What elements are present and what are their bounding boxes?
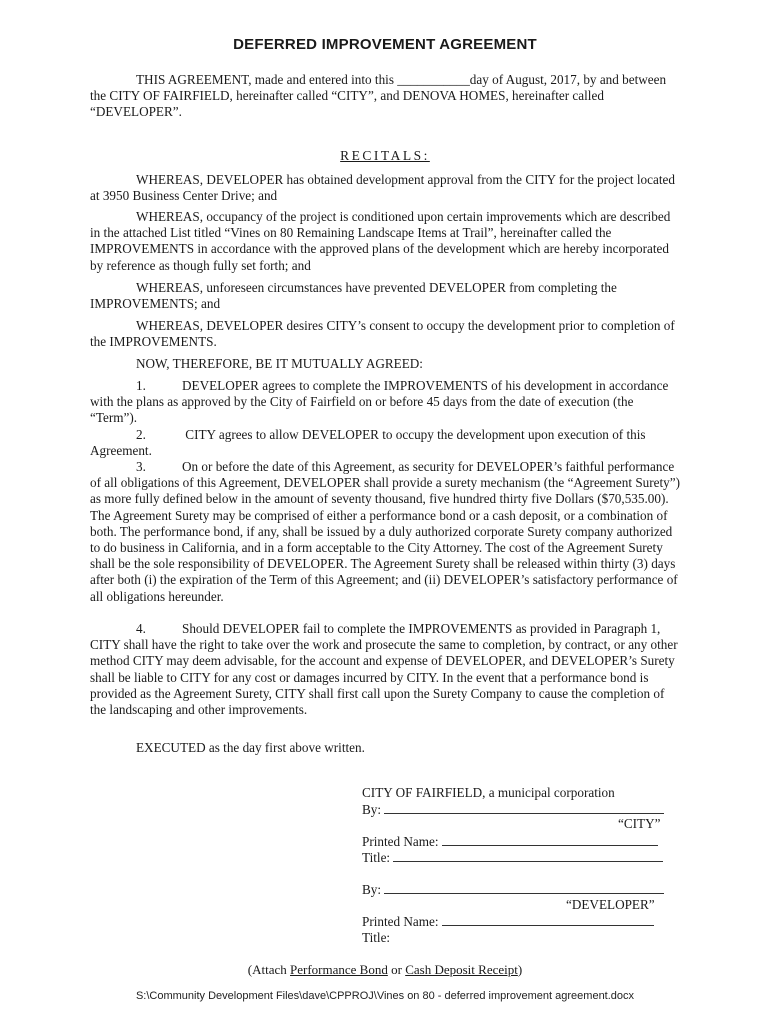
executed-text: EXECUTED as the day first above written.: [136, 740, 365, 755]
document-title: DEFERRED IMPROVEMENT AGREEMENT: [233, 36, 537, 53]
printed-name-label: Printed Name:: [362, 834, 439, 849]
whereas-text: WHEREAS, unforeseen circumstances have prevented DEVELOPER from completing the IMPROVEMENTS; and: [90, 280, 617, 312]
agreed-text: NOW, THEREFORE, BE IT MUTUALLY AGREED:: [136, 356, 423, 371]
clause-3: [90, 459, 682, 605]
city-printed-name-line: [362, 833, 658, 850]
clause-text: On or before the date of this Agreement, as security for DEVELOPER’s faithful performance of all obligations of this Agreement, DEVELOPER shall provide a surety mechanism (the “Agreement Surety”) as more fully defined below in the amount of seventy thousand, five hundred thirty five Dollars ($70,535.00). The Agreement Surety may be comprised of either a performance bond or a cash deposit, or a combination of both. The performance bond, if any, shall be issued by a duly authorized corporate Surety company authorized to do business in California, and in a form acceptable to the City Attorney. The cost of the Agreement Surety shall be the sole responsibility of DEVELOPER. The Agreement Surety shall be released within thirty (3) days after both (i) the expiration of the Term of this Agreement; and (ii) DEVELOPER’s satisfactory performance of all obligations hereunder.: [90, 459, 680, 604]
clause-1: [90, 378, 682, 427]
developer-tag: “DEVELOPER”: [566, 897, 655, 912]
attachment-note: [0, 962, 770, 978]
whereas-text: WHEREAS, DEVELOPER has obtained development approval from the CITY for the project located at 3950 Business Center Drive; and: [90, 172, 675, 204]
whereas-paragraph-1: [90, 172, 682, 204]
whereas-paragraph-3: [90, 280, 682, 312]
city-title-field[interactable]: [393, 849, 663, 862]
clause-number: 4.: [136, 621, 146, 636]
intro-text: THIS AGREEMENT, made and entered into this ___________day of August, 2017, by and between the CITY OF FAIRFIELD, hereinafter called “CITY”, and DENOVA HOMES, hereinafter called “DEVELOPER”.: [90, 72, 667, 120]
developer-signature-field[interactable]: [384, 881, 664, 894]
clause-2: [90, 427, 682, 459]
agreed-paragraph: [90, 356, 682, 372]
developer-by-line: [362, 881, 664, 898]
title-label: Title:: [362, 850, 391, 865]
clause-number: 1.: [136, 378, 146, 393]
whereas-text: WHEREAS, DEVELOPER desires CITY’s consent to occupy the development prior to completion of the IMPROVEMENTS.: [90, 318, 675, 350]
performance-bond-link: Performance Bond: [290, 962, 388, 977]
file-path-footer: S:\Community Development Files\dave\CPPROJ\Vines on 80 - deferred improvement agreement.docx: [135, 990, 635, 1002]
executed-paragraph: [90, 740, 682, 756]
city-org-name: CITY OF FAIRFIELD, a municipal corporation: [362, 785, 615, 800]
city-signature-field[interactable]: [384, 801, 664, 814]
cash-deposit-receipt-link: Cash Deposit Receipt: [405, 962, 518, 977]
whereas-text: WHEREAS, occupancy of the project is conditioned upon certain improvements which are described in the attached List titled “Vines on 80 Remaining Landscape Items at Trail”, hereinafter called the IMPROVEMENTS in accordance with the approved plans of the development which are hereby incorporated by reference as though fully set forth; and: [90, 209, 671, 273]
recitals-heading: RECITALS:: [340, 148, 430, 163]
city-tag: “CITY”: [618, 816, 661, 831]
intro-paragraph: [90, 72, 682, 121]
whereas-paragraph-2: [90, 209, 682, 274]
attach-or: or: [387, 962, 406, 977]
attach-suffix: ): [517, 962, 523, 977]
by-label: By:: [362, 802, 382, 817]
developer-printed-name-line: [362, 913, 654, 930]
clause-4: [90, 621, 682, 718]
clause-text: Should DEVELOPER fail to complete the IMPROVEMENTS as provided in Paragraph 1, CITY shall have the right to take over the work and prosecute the same to completion, by contract, or any other method CITY may deem advisable, for the account and expense of DEVELOPER, and DEVELOPER’s Surety shall be liable to CITY for any cost or damages incurred by CITY. In the event that a performance bond is provided as the Agreement Surety, CITY shall first call upon the Surety Company to cause the completion of the landscaping and other improvements.: [90, 621, 678, 718]
printed-name-label: Printed Name:: [362, 914, 439, 929]
developer-printed-name-field[interactable]: [442, 913, 654, 926]
clause-text: DEVELOPER agrees to complete the IMPROVEMENTS of his development in accordance with the plans as approved by the City of Fairfield on or before 45 days from the date of execution (the “Term”).: [90, 378, 669, 426]
title-label: Title:: [362, 930, 391, 945]
city-title-line: [362, 849, 663, 866]
clause-text: CITY agrees to allow DEVELOPER to occupy the development upon execution of this Agreement.: [90, 427, 646, 459]
clause-number: 3.: [136, 459, 146, 474]
attach-prefix: (Attach: [247, 962, 291, 977]
city-printed-name-field[interactable]: [442, 833, 658, 846]
whereas-paragraph-4: [90, 318, 682, 350]
by-label: By:: [362, 882, 382, 897]
developer-title-line: [362, 930, 390, 946]
clause-number: 2.: [136, 427, 146, 442]
